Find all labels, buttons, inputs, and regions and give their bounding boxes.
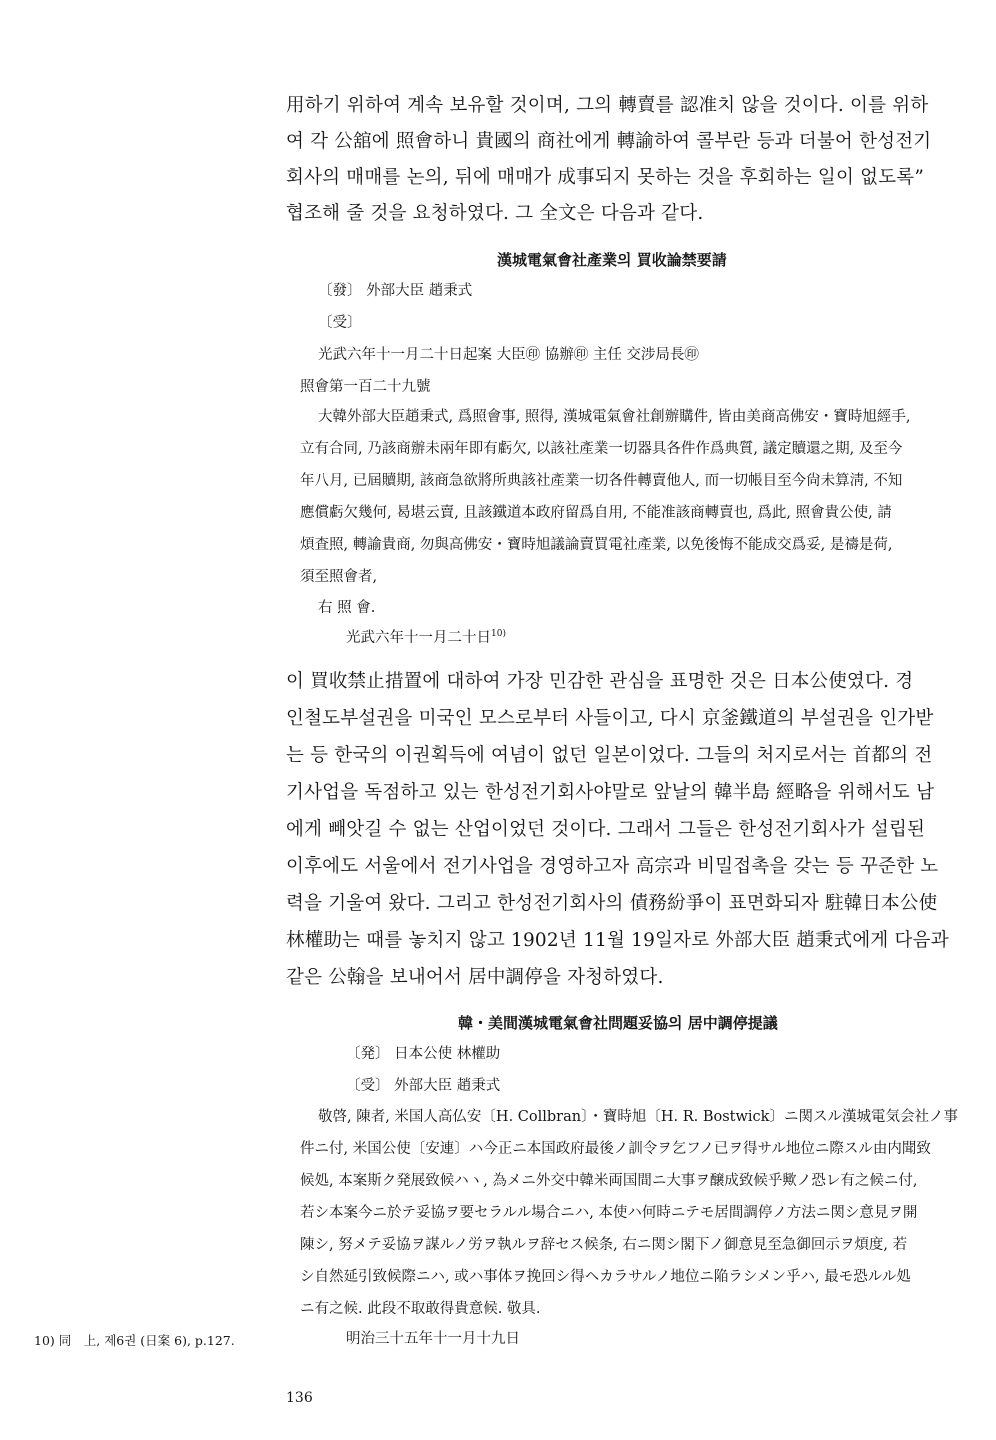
document-recipient: 〔受〕: [318, 315, 362, 331]
main-line: 이 買收禁止措置에 대하여 가장 민감한 관심을 표명한 것은 日本公使였다. 경: [286, 671, 914, 692]
document-date: 明治三十五年十一月十九日: [346, 1331, 520, 1347]
document-body-line: 煩査照, 轉諭貴商, 勿與高佛安・寶時旭議論賣買電社產業, 以免後悔不能成交爲妥, 是禱是荷,: [300, 537, 893, 553]
main-line: 林權助는 때를 놓치지 않고 1902년 11월 19일자로 外部大臣 趙秉式에게 다음과: [286, 930, 949, 951]
intro-line: 여 각 公舘에 照會하니 貴國의 商社에게 轉諭하여 콜부란 등과 더불어 한성전기: [286, 131, 932, 152]
document-body-line: 年八月, 已屆贖期, 該商急欲將所典該社產業一切各件轉賣他人, 而一切帳目至今尙未算淸, 不知: [300, 473, 903, 489]
document-body-line: 應償虧欠幾何, 曷堪云賣, 且該鐵道本政府留爲自用, 不能准該商轉賣也, 爲此, 照會貴公使, 請: [300, 505, 892, 521]
document-body-line: 須至照會者,: [300, 569, 378, 585]
main-line: 기사업을 독점하고 있는 한성전기회사야말로 앞날의 韓半島 經略을 위해서도 남: [286, 782, 935, 803]
document-number: 照會第一百二十九號: [300, 379, 431, 395]
document-date: [346, 626, 506, 647]
intro-line: 협조해 줄 것을 요청하였다. 그 全文은 다음과 같다.: [286, 203, 704, 224]
document-body-line: シ自然延引致候際ニハ, 或ハ事体ヲ挽回シ得ヘカラサルノ地位ニ陥ラシメン乎ハ, 最モ恐ルル処: [300, 1269, 911, 1285]
document-date-text: 光武六年十一月二十日: [346, 630, 491, 646]
document-closing: 右 照 會.: [318, 600, 376, 616]
main-line: 인철도부설권을 미국인 모스로부터 사들이고, 다시 京釜鐵道의 부설권을 인가받: [286, 708, 934, 729]
document-body-line: 件ニ付, 米国公使〔安連〕ハ今正ニ本国政府最後ノ訓令ヲ乞フノ已ヲ得サル地位ニ際スル由内聞致: [300, 1141, 931, 1157]
main-line: 에게 빼앗길 수 없는 산업이었던 것이다. 그래서 그들은 한성전기회사가 설립된: [286, 819, 926, 840]
document-body-line: 若シ本案今ニ於テ妥協ヲ要セラルル場合ニハ, 本使ハ何時ニテモ居間調停ノ方法ニ関シ意見ヲ開: [300, 1205, 918, 1221]
document-body-line: 候処, 本案斯ク発展致候ハヽ, 為メニ外交中韓米両国間ニ大事ヲ醸成致候乎歟ノ恐レ有之候ニ付,: [300, 1173, 918, 1189]
document-body-line: 陳シ, 努メテ妥協ヲ謀ルノ労ヲ執ルヲ辞セス候条, 右ニ関シ閣下ノ御意見至急御回示ヲ煩度, 若: [300, 1237, 908, 1253]
main-line: 같은 公翰을 보내어서 居中調停을 자청하였다.: [286, 967, 664, 988]
document-sender: 〔發〕 外部大臣 趙秉式: [318, 283, 473, 299]
document-body-line: 大韓外部大臣趙秉式, 爲照會事, 照得, 漢城電氣會社創辦購件, 皆由美商高佛安・寶時旭經手,: [318, 409, 911, 425]
main-line: 이후에도 서울에서 전기사업을 경영하고자 高宗과 비밀접촉을 갖는 등 꾸준한 노: [286, 856, 939, 877]
footnote: 10) 同 上, 제6권 (日案 6), p.127.: [34, 1333, 235, 1348]
intro-line: 用하기 위하여 계속 보유할 것이며, 그의 轉賣를 認准치 않을 것이다. 이를 위하: [286, 95, 929, 116]
document-body-line: 立有合同, 乃該商辦未兩年即有虧欠, 以該社產業一切器具各件作爲典質, 議定贖還之期, 及至今: [300, 441, 903, 457]
document-title: 韓・美間漢城電氣會社問題妥協의 居中調停提議: [458, 1014, 778, 1032]
main-line: 력을 기울여 왔다. 그리고 한성전기회사의 債務紛爭이 표면화되자 駐韓日本公使: [286, 893, 938, 914]
page-number: 136: [286, 1390, 313, 1406]
intro-line: 회사의 매매를 논의, 뒤에 매매가 成事되지 못하는 것을 후회하는 일이 없도록”: [286, 167, 925, 188]
main-line: 는 등 한국의 이권획득에 여념이 없던 일본이었다. 그들의 처지로서는 首都의 전: [286, 745, 933, 766]
document-body-line: ニ有之候. 此段不取敢得貴意候. 敬具.: [300, 1301, 541, 1317]
document-body-line: 敬啓, 陳者, 米国人高仏安〔H. Collbran〕・寶時旭〔H. R. Bostwick〕ニ関スル漢城電気会社ノ事: [318, 1109, 958, 1125]
document-recipient: 〔受〕 外部大臣 趙秉式: [346, 1078, 501, 1094]
document-sender: 〔発〕 日本公使 林權助: [346, 1046, 501, 1062]
document-draft-line: 光武六年十一月二十日起案 大臣㊞ 協辦㊞ 主任 交涉局長㊞: [318, 347, 699, 363]
document-title: 漢城電氣會社產業의 買收論禁要請: [497, 251, 727, 269]
footnote-reference: 10): [491, 629, 506, 640]
